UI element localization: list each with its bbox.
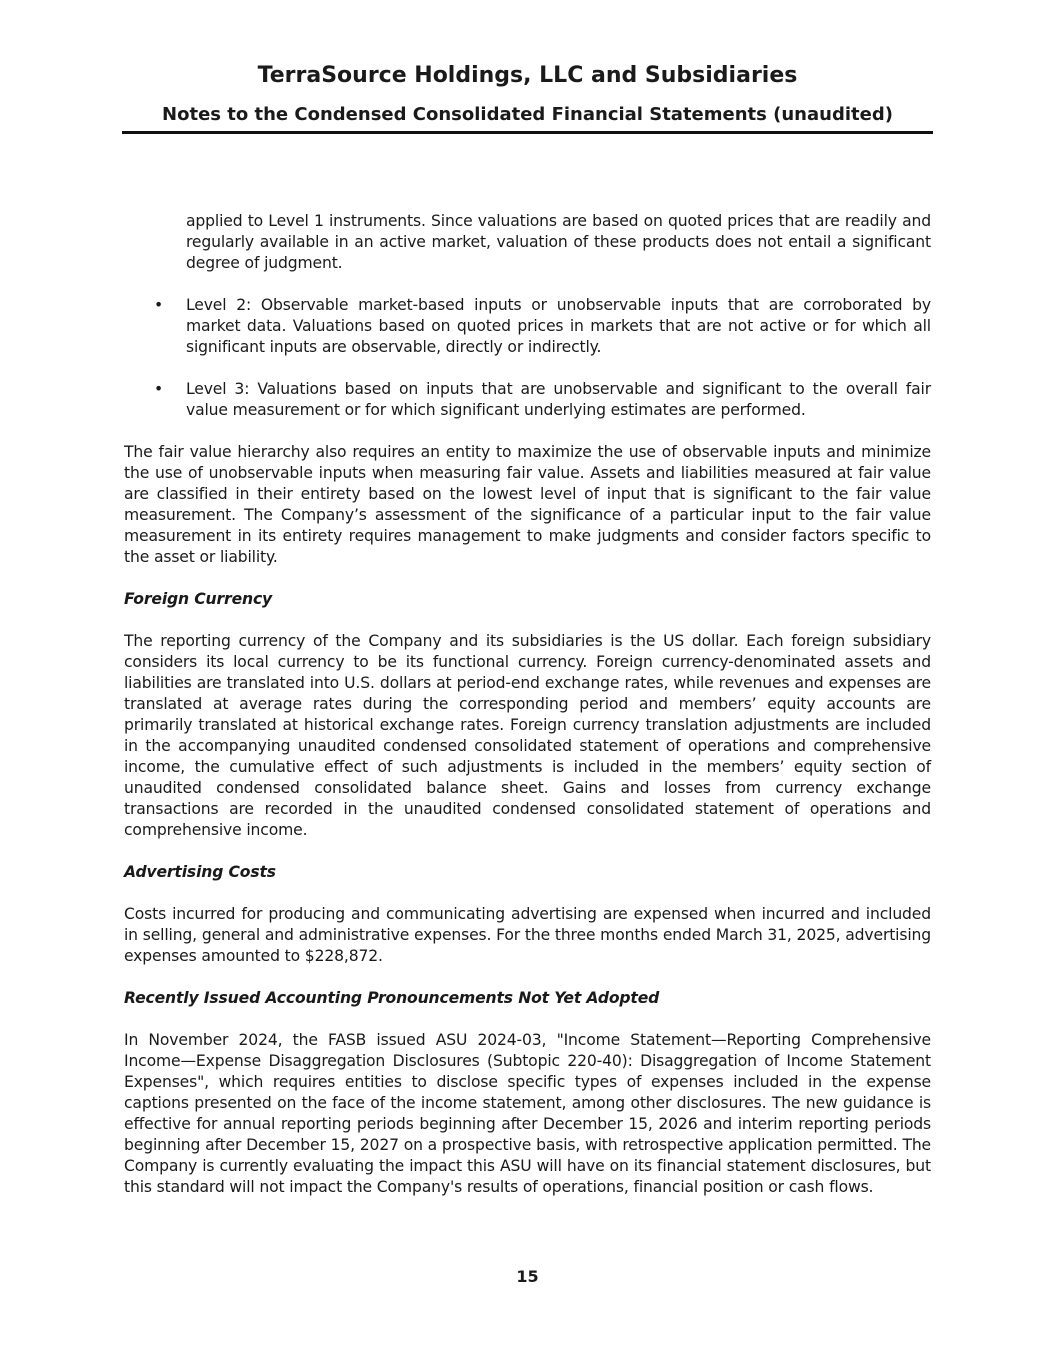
bullet-item-level-2 [124, 295, 931, 358]
bullet-item-level-3 [124, 379, 931, 421]
bullet-text: Level 2: Observable market-based inputs or unobservable inputs that are corroborated by market data. Valuations based on quoted prices in markets that are not active or for which all significant inputs are observable, directly or indirectly. [186, 296, 931, 356]
company-name: TerraSource Holdings, LLC and Subsidiaries [257, 63, 798, 88]
section-body-advertising-costs: Costs incurred for producing and communicating advertising are expensed when incurred and included in selling, general and administrative expenses. For the three months ended March 31, 2025, advertising expenses amounted to $228,872. [124, 905, 931, 965]
page-header [122, 60, 933, 128]
section-body-foreign-currency: The reporting currency of the Company and its subsidiaries is the US dollar. Each foreign subsidiary considers its local currency to be its functional currency. Foreign currency-denominated assets and liabilities are translated into U.S. dollars at period-end exchange rates, while revenues and expenses are translated at average rates during the corresponding period and members’ equity accounts are primarily translated at historical exchange rates. Foreign currency translation adjustments are included in the accompanying unaudited condensed consolidated statement of operations and comprehensive income, the cumulative effect of such adjustments is included in the members’ equity section of unaudited condensed consolidated balance sheet. Gains and losses from currency exchange transactions are recorded in the unaudited condensed consolidated statement of operations and comprehensive income. [124, 632, 931, 839]
bullet-text: Level 3: Valuations based on inputs that are unobservable and significant to the overall fair value measurement or for which significant underlying estimates are performed. [186, 380, 931, 419]
section-heading-foreign-currency: Foreign Currency [124, 590, 273, 608]
section-heading-advertising-costs: Advertising Costs [124, 863, 276, 881]
page-number: 15 [516, 1267, 539, 1286]
bullet-marker: • [154, 380, 164, 398]
notes-body [124, 211, 931, 1198]
section-heading-accounting-pronouncements: Recently Issued Accounting Pronouncements Not Yet Adopted [124, 989, 660, 1007]
continued-paragraph: applied to Level 1 instruments. Since valuations are based on quoted prices that are readily and regularly available in an active market, valuation of these products does not entail a significant degree of judgment. [186, 212, 931, 272]
document-subtitle: Notes to the Condensed Consolidated Financial Statements (unaudited) [162, 104, 893, 125]
fair-value-paragraph: The fair value hierarchy also requires an entity to maximize the use of observable inputs and minimize the use of unobservable inputs when measuring fair value. Assets and liabilities measured at fair value are classified in their entirety based on the lowest level of input that is significant to the fair value measurement. The Company’s assessment of the significance of a particular input to the fair value measurement in its entirety requires management to make judgments and consider factors specific to the asset or liability. [124, 443, 931, 566]
header-rule [122, 131, 933, 134]
bullet-marker: • [154, 296, 164, 314]
section-body-accounting-pronouncements: In November 2024, the FASB issued ASU 2024-03, "Income Statement—Reporting Comprehensive Income—Expense Disaggregation Disclosures (Subtopic 220-40): Disaggregation of Income Statement Expenses", which requires entities to disclose specific types of expenses included in the expense captions presented on the face of the income statement, among other disclosures. The new guidance is effective for annual reporting periods beginning after December 15, 2026 and interim reporting periods beginning after December 15, 2027 on a prospective basis, with retrospective application permitted. The Company is currently evaluating the impact this ASU will have on its financial statement disclosures, but this standard will not impact the Company's results of operations, financial position or cash flows. [124, 1031, 931, 1196]
